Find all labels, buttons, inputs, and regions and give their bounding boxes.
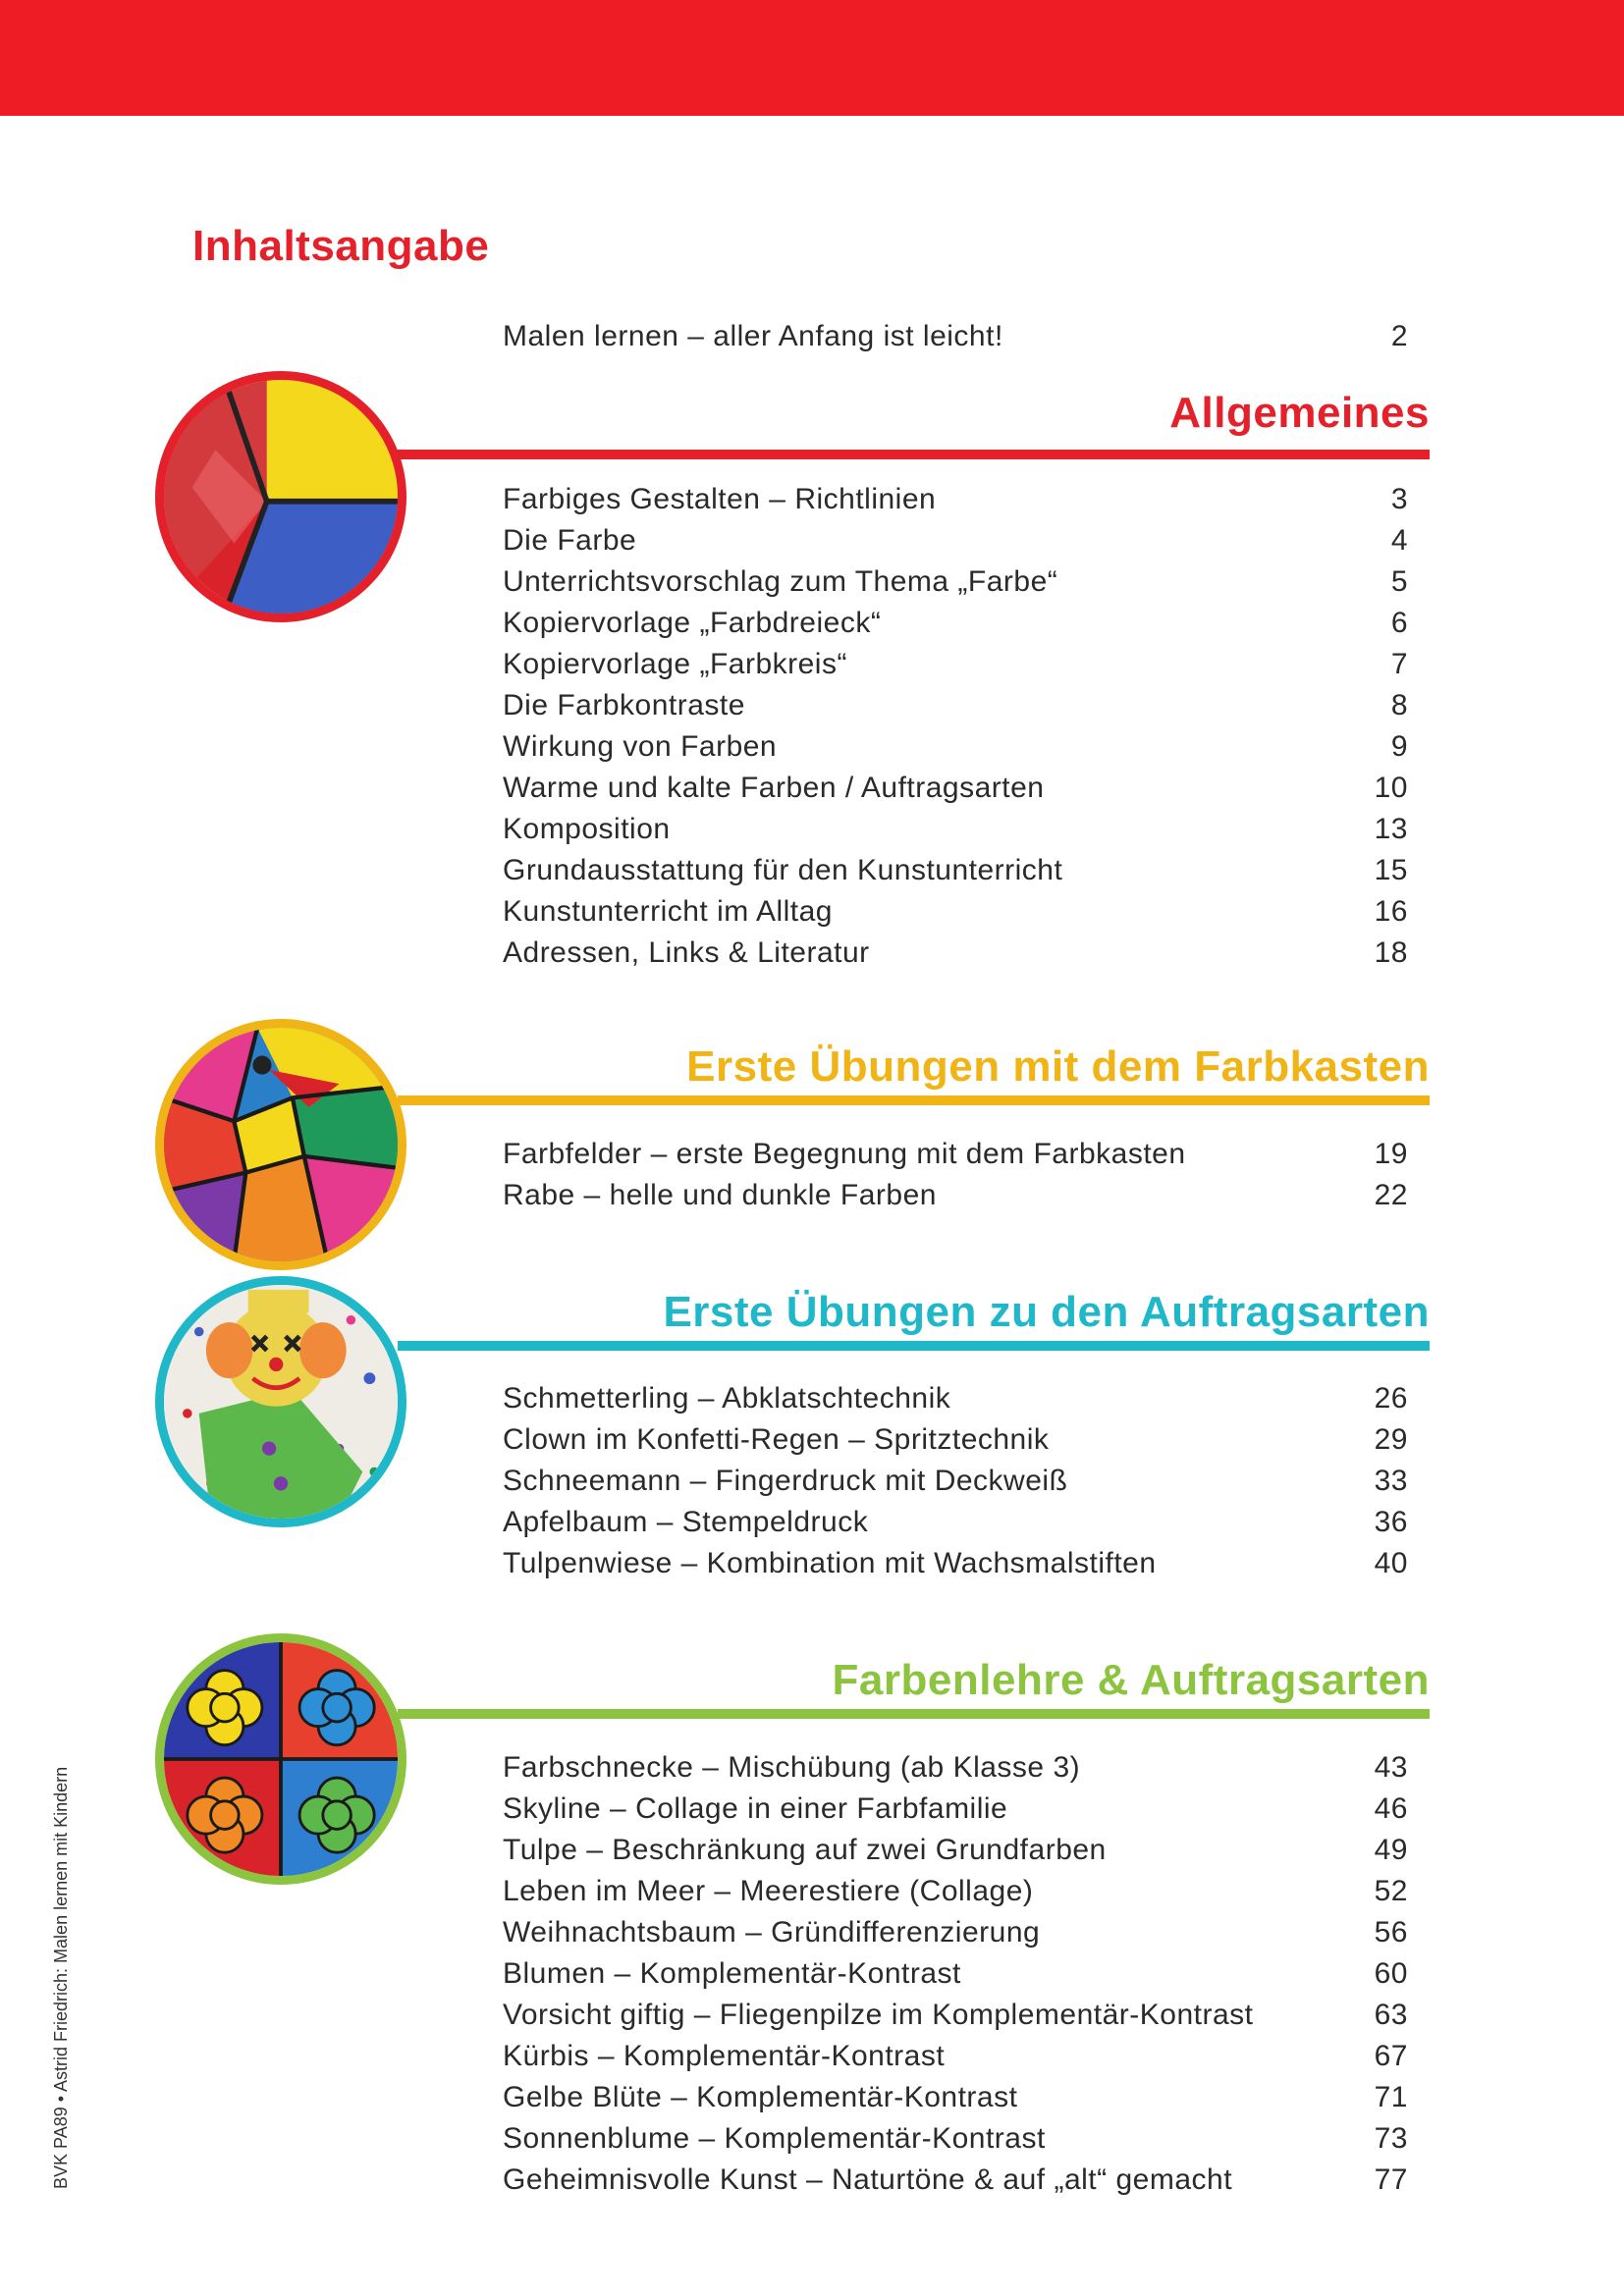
toc-entry-title: Farbiges Gestalten – Richtlinien — [503, 483, 937, 515]
toc-entry-title: Farbschnecke – Mischübung (ab Klasse 3) — [503, 1751, 1081, 1784]
toc-entry[interactable] — [503, 1461, 1408, 1502]
toc-entry-title: Schneemann – Fingerdruck mit Deckweiß — [503, 1465, 1068, 1497]
toc-entry-page: 7 — [1390, 648, 1408, 680]
toc-entry-page: 33 — [1374, 1465, 1408, 1497]
toc-entry-page: 49 — [1374, 1834, 1408, 1866]
toc-entry[interactable] — [503, 520, 1408, 561]
toc-entry-page: 5 — [1390, 565, 1408, 598]
toc-entry-title: Wirkung von Farben — [503, 730, 778, 763]
toc-entry[interactable] — [503, 479, 1408, 520]
toc-entry-page: 15 — [1374, 854, 1408, 886]
toc-entry-title: Blumen – Komplementär-Kontrast — [503, 1957, 961, 1990]
section-title: Erste Übungen zu den Auftragsarten — [663, 1288, 1430, 1336]
toc-entry[interactable] — [503, 603, 1408, 644]
top-color-bar — [0, 0, 1624, 116]
toc-entry-title: Warme und kalte Farben / Auftragsarten — [503, 772, 1045, 804]
toc-entry-page: 13 — [1374, 813, 1408, 845]
toc-entry[interactable] — [503, 1175, 1408, 1216]
toc-entry-title: Leben im Meer – Meerestiere (Collage) — [503, 1875, 1034, 1907]
toc-entry-title: Tulpe – Beschränkung auf zwei Grundfarben — [503, 1834, 1107, 1866]
toc-entry-page: 36 — [1374, 1506, 1408, 1538]
toc-entry[interactable] — [503, 768, 1408, 809]
toc-entry-page: 6 — [1390, 607, 1408, 639]
toc-entry-title: Schmetterling – Abklatschtechnik — [503, 1382, 951, 1415]
toc-entry-page: 60 — [1374, 1957, 1408, 1990]
section-title: Allgemeines — [1169, 389, 1430, 437]
section-divider — [398, 1709, 1430, 1719]
toc-entry[interactable] — [503, 2160, 1408, 2201]
clown-painting-image — [155, 1276, 406, 1527]
toc-entry-page: 9 — [1390, 730, 1408, 763]
toc-entry-title: Malen lernen – aller Anfang ist leicht! — [503, 320, 1003, 352]
toc-entry-title: Apfelbaum – Stempeldruck — [503, 1506, 869, 1538]
toc-entry-page: 16 — [1374, 895, 1408, 928]
toc-entry[interactable] — [503, 2077, 1408, 2118]
toc-entry-title: Unterrichtsvorschlag zum Thema „Farbe“ — [503, 565, 1058, 598]
section-divider — [398, 1095, 1430, 1105]
toc-entry[interactable] — [503, 1953, 1408, 1995]
toc-entry-title: Skyline – Collage in einer Farbfamilie — [503, 1792, 1008, 1825]
toc-entry-title: Geheimnisvolle Kunst – Naturtöne & auf „alt“ gemacht — [503, 2163, 1233, 2196]
toc-entry-title: Tulpenwiese – Kombination mit Wachsmalstiften — [503, 1547, 1157, 1579]
toc-entry-page: 3 — [1390, 483, 1408, 515]
toc-entry-title: Vorsicht giftig – Fliegenpilze im Komplementär-Kontrast — [503, 1999, 1254, 2031]
toc-entry-title: Kunstunterricht im Alltag — [503, 895, 833, 928]
toc-entry-title: Kürbis – Komplementär-Kontrast — [503, 2040, 946, 2072]
toc-entry[interactable] — [503, 1789, 1408, 1830]
toc-entry-title: Kopiervorlage „Farbkreis“ — [503, 648, 847, 680]
toc-entry[interactable] — [503, 850, 1408, 891]
toc-entry[interactable] — [503, 933, 1408, 974]
section-title: Erste Übungen mit dem Farbkasten — [686, 1042, 1430, 1091]
toc-entry-page: 67 — [1374, 2040, 1408, 2072]
section-title: Farbenlehre & Auftragsarten — [832, 1656, 1430, 1704]
toc-entry[interactable] — [503, 1378, 1408, 1419]
toc-entry[interactable] — [503, 1502, 1408, 1543]
toc-entry[interactable] — [503, 685, 1408, 726]
toc-entry-title: Clown im Konfetti-Regen – Spritztechnik — [503, 1423, 1050, 1456]
toc-entry-title: Kopiervorlage „Farbdreieck“ — [503, 607, 882, 639]
toc-entry-page: 26 — [1374, 1382, 1408, 1415]
toc-entry-page: 46 — [1374, 1792, 1408, 1825]
toc-entry-title: Komposition — [503, 813, 671, 845]
toc-entry-page: 40 — [1374, 1547, 1408, 1579]
toc-entry-page: 73 — [1374, 2122, 1408, 2155]
toc-entry[interactable] — [503, 1747, 1408, 1789]
toc-entry[interactable] — [503, 644, 1408, 685]
toc-entry-title: Grundausstattung für den Kunstunterricht — [503, 854, 1063, 886]
raven-painting-image — [155, 1019, 406, 1270]
toc-entry-page: 63 — [1374, 1999, 1408, 2031]
toc-entry[interactable] — [503, 2036, 1408, 2077]
toc-entry-title: Adressen, Links & Literatur — [503, 936, 870, 969]
toc-entry-title: Gelbe Blüte – Komplementär-Kontrast — [503, 2081, 1018, 2113]
section-divider — [398, 450, 1430, 459]
toc-entry-title: Die Farbkontraste — [503, 689, 745, 721]
toc-entry[interactable] — [503, 1995, 1408, 2036]
flower-quadrants-image — [155, 1633, 406, 1885]
toc-entry-title: Rabe – helle und dunkle Farben — [503, 1179, 937, 1211]
toc-entry[interactable] — [503, 891, 1408, 933]
toc-entry[interactable] — [503, 1830, 1408, 1871]
toc-entry[interactable] — [503, 561, 1408, 603]
toc-entry-title: Farbfelder – erste Begegnung mit dem Farbkasten — [503, 1138, 1186, 1170]
toc-entry-page: 19 — [1374, 1138, 1408, 1170]
toc-entry-page: 52 — [1374, 1875, 1408, 1907]
toc-entry-page: 43 — [1374, 1751, 1408, 1784]
toc-entry-title: Die Farbe — [503, 524, 637, 557]
toc-entry-page: 4 — [1390, 524, 1408, 557]
toc-entry-page: 71 — [1374, 2081, 1408, 2113]
toc-entry-title: Weihnachtsbaum – Gründifferenzierung — [503, 1916, 1041, 1949]
toc-entry-page: 56 — [1374, 1916, 1408, 1949]
color-triangle-image — [155, 371, 406, 622]
toc-entry-page: 77 — [1374, 2163, 1408, 2196]
toc-entry-page: 29 — [1374, 1423, 1408, 1456]
toc-entry-page: 18 — [1374, 936, 1408, 969]
toc-entry[interactable] — [503, 1419, 1408, 1461]
toc-entry-intro[interactable] — [503, 316, 1408, 357]
toc-entry[interactable] — [503, 2118, 1408, 2160]
side-note: BVK PA89 • Astrid Friedrich: Malen lernen mit Kindern — [51, 1766, 71, 2189]
toc-entry-page: 22 — [1374, 1179, 1408, 1211]
toc-entry[interactable] — [503, 1871, 1408, 1912]
toc-entry-page: 2 — [1390, 320, 1408, 352]
toc-entry-title: Sonnenblume – Komplementär-Kontrast — [503, 2122, 1046, 2155]
toc-entry[interactable] — [503, 1134, 1408, 1175]
toc-entry-page: 8 — [1390, 689, 1408, 721]
toc-entry[interactable] — [503, 1912, 1408, 1953]
toc-entry[interactable] — [503, 809, 1408, 850]
section-divider — [398, 1341, 1430, 1351]
toc-entry-page: 10 — [1374, 772, 1408, 804]
toc-entry[interactable] — [503, 1543, 1408, 1584]
page-title: Inhaltsangabe — [192, 222, 490, 270]
toc-entry[interactable] — [503, 726, 1408, 768]
